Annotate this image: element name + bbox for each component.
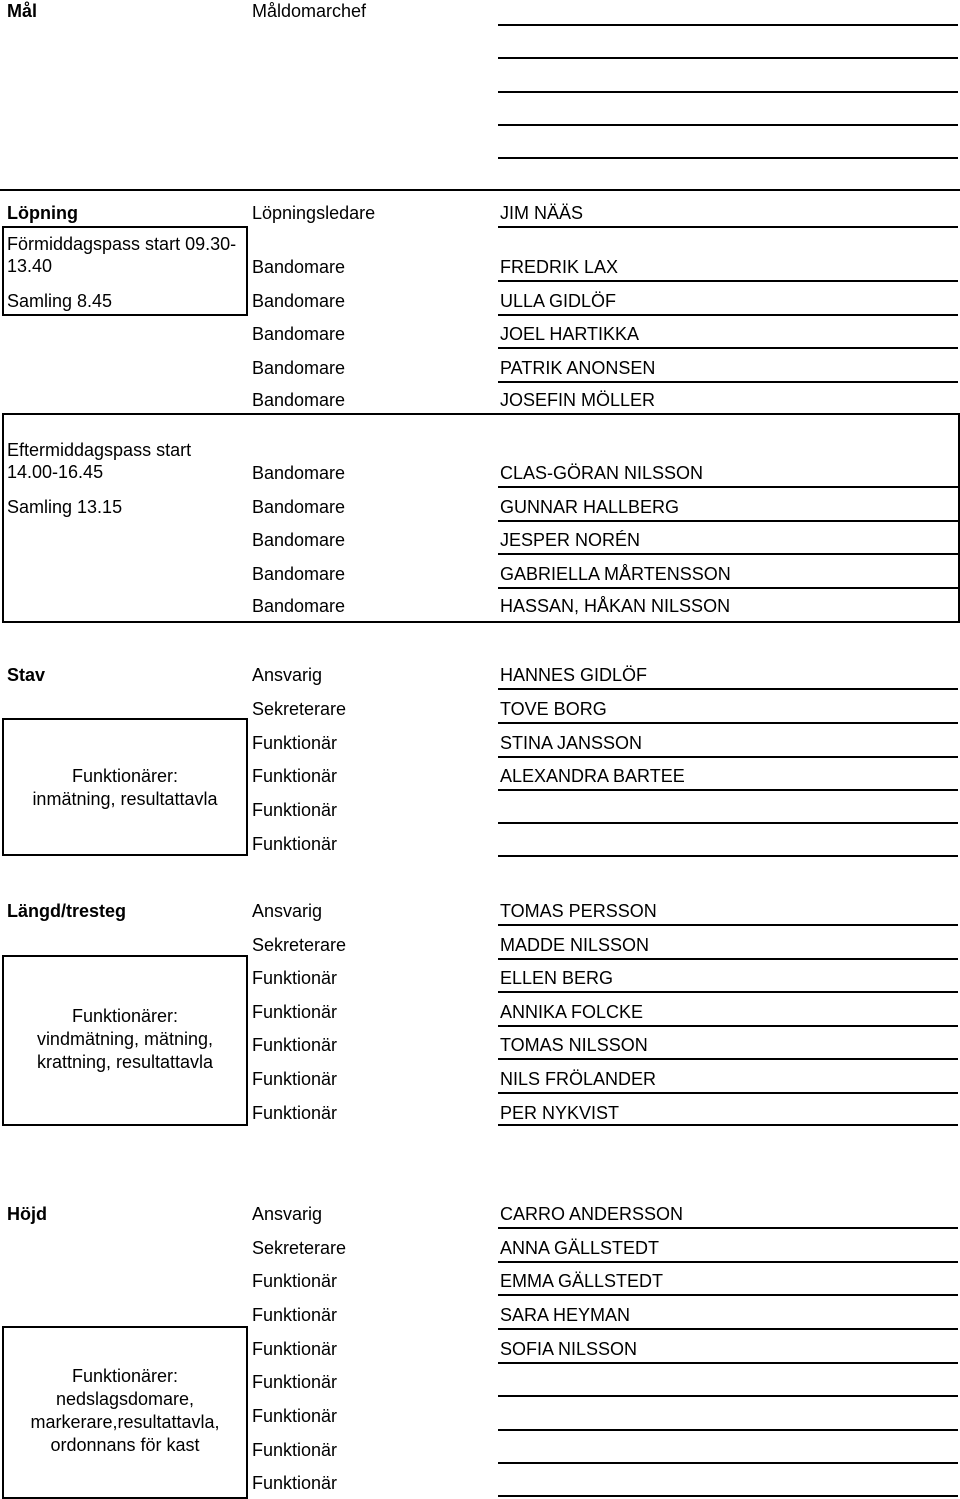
- name-line: [498, 958, 958, 960]
- official-name: GABRIELLA MÅRTENSSON: [500, 564, 731, 584]
- section-heading-stav: Stav: [7, 665, 46, 685]
- name-line: [498, 789, 958, 791]
- section-heading-mal: Mål: [7, 1, 38, 21]
- role-label: Funktionär: [252, 1002, 338, 1022]
- role-label: Bandomare: [252, 257, 346, 277]
- official-name: FREDRIK LAX: [500, 257, 619, 277]
- role-label: Bandomare: [252, 324, 346, 344]
- role-label: Ansvarig: [252, 665, 323, 685]
- name-line: [498, 587, 958, 589]
- name-line: [498, 486, 958, 488]
- name-line: [498, 226, 958, 228]
- name-line: [498, 314, 958, 316]
- duties-label: Funktionärer: inmätning, resultattavla: [32, 766, 218, 809]
- duties-label: Funktionärer: vindmätning, mätning, krattning, resultattavla: [36, 1006, 214, 1072]
- role-label: Bandomare: [252, 530, 346, 550]
- role-label: Bandomare: [252, 564, 346, 584]
- name-line: [498, 1025, 958, 1027]
- name-line: [498, 722, 958, 724]
- name-line: [498, 1495, 958, 1497]
- name-line: [498, 57, 958, 59]
- role-label: Löpningsledare: [252, 203, 376, 223]
- duties-label: Funktionärer: nedslagsdomare, markerare,resultattavla, ordonnans för kast: [30, 1366, 220, 1455]
- name-line: [498, 280, 958, 282]
- official-name: TOMAS NILSSON: [500, 1035, 648, 1055]
- name-line: [498, 924, 958, 926]
- name-line: [498, 1227, 958, 1229]
- role-label: Bandomare: [252, 463, 346, 483]
- name-line: [498, 1124, 958, 1126]
- official-name: GUNNAR HALLBERG: [500, 497, 680, 517]
- role-label: Funktionär: [252, 1440, 338, 1460]
- gathering-time: Samling 8.45: [7, 291, 113, 311]
- official-name: JOEL HARTIKKA: [500, 324, 640, 344]
- official-name: HANNES GIDLÖF: [500, 665, 648, 685]
- name-line: [498, 1328, 958, 1330]
- name-line: [498, 553, 958, 555]
- role-label: Funktionär: [252, 1305, 338, 1325]
- name-line: [498, 1058, 958, 1060]
- official-name: ALEXANDRA BARTEE: [500, 766, 685, 786]
- official-name: SOFIA NILSSON: [500, 1339, 638, 1359]
- role-label: Funktionär: [252, 1473, 338, 1493]
- name-line: [498, 822, 958, 824]
- official-name: STINA JANSSON: [500, 733, 643, 753]
- name-line: [498, 124, 958, 126]
- session-label: Förmiddagspass start 09.30- 13.40: [7, 234, 237, 276]
- official-name: PATRIK ANONSEN: [500, 358, 656, 378]
- role-label: Bandomare: [252, 596, 346, 616]
- official-name: PER NYKVIST: [500, 1103, 620, 1123]
- official-name: HASSAN, HÅKAN NILSSON: [500, 596, 731, 616]
- name-line: [498, 855, 958, 857]
- official-name: ELLEN BERG: [500, 968, 614, 988]
- gathering-time: Samling 13.15: [7, 497, 123, 517]
- name-line: [498, 1092, 958, 1094]
- name-line: [498, 1462, 958, 1464]
- role-label: Funktionär: [252, 834, 338, 854]
- section-divider: [0, 189, 960, 191]
- official-name: JIM NÄÄS: [500, 203, 584, 223]
- role-label: Funktionär: [252, 1406, 338, 1426]
- name-line: [498, 688, 958, 690]
- name-line: [498, 91, 958, 93]
- role-label: Bandomare: [252, 291, 346, 311]
- role-label: Bandomare: [252, 390, 346, 410]
- section-heading-langd: Längd/tresteg: [7, 901, 127, 921]
- official-name: JOSEFIN MÖLLER: [500, 390, 656, 410]
- role-label: Ansvarig: [252, 1204, 323, 1224]
- role-label: Måldomarchef: [252, 1, 367, 21]
- official-name: NILS FRÖLANDER: [500, 1069, 657, 1089]
- role-label: Funktionär: [252, 800, 338, 820]
- section-heading-hojd: Höjd: [7, 1204, 47, 1224]
- name-line: [498, 157, 958, 159]
- role-label: Funktionär: [252, 766, 338, 786]
- role-label: Funktionär: [252, 1103, 338, 1123]
- role-label: Sekreterare: [252, 1238, 347, 1258]
- name-line: [498, 347, 958, 349]
- role-label: Sekreterare: [252, 935, 347, 955]
- name-line: [498, 24, 958, 26]
- name-line: [498, 1362, 958, 1364]
- name-line: [498, 1395, 958, 1397]
- official-name: CARRO ANDERSSON: [500, 1204, 684, 1224]
- official-name: TOVE BORG: [500, 699, 607, 719]
- official-name: MADDE NILSSON: [500, 935, 650, 955]
- official-name: CLAS-GÖRAN NILSSON: [500, 463, 704, 483]
- role-label: Bandomare: [252, 497, 346, 517]
- official-name: JESPER NORÉN: [500, 530, 641, 550]
- name-line: [498, 520, 958, 522]
- role-label: Funktionär: [252, 968, 338, 988]
- name-line: [498, 1261, 958, 1263]
- official-name: TOMAS PERSSON: [500, 901, 657, 921]
- name-line: [498, 381, 958, 383]
- role-label: Funktionär: [252, 1069, 338, 1089]
- role-label: Funktionär: [252, 733, 338, 753]
- name-line: [498, 1294, 958, 1296]
- official-name: EMMA GÄLLSTEDT: [500, 1271, 664, 1291]
- official-name: ULLA GIDLÖF: [500, 291, 617, 311]
- role-label: Funktionär: [252, 1372, 338, 1392]
- section-heading-lopning: Löpning: [7, 203, 78, 223]
- name-line: [498, 991, 958, 993]
- name-line: [498, 1429, 958, 1431]
- official-name: ANNA GÄLLSTEDT: [500, 1238, 660, 1258]
- official-name: ANNIKA FOLCKE: [500, 1002, 644, 1022]
- role-label: Funktionär: [252, 1271, 338, 1291]
- role-label: Funktionär: [252, 1035, 338, 1055]
- role-label: Ansvarig: [252, 901, 323, 921]
- session-label: Eftermiddagspass start 14.00-16.45: [7, 440, 192, 482]
- role-label: Bandomare: [252, 358, 346, 378]
- role-label: Funktionär: [252, 1339, 338, 1359]
- role-label: Sekreterare: [252, 699, 347, 719]
- name-line: [498, 756, 958, 758]
- official-name: SARA HEYMAN: [500, 1305, 631, 1325]
